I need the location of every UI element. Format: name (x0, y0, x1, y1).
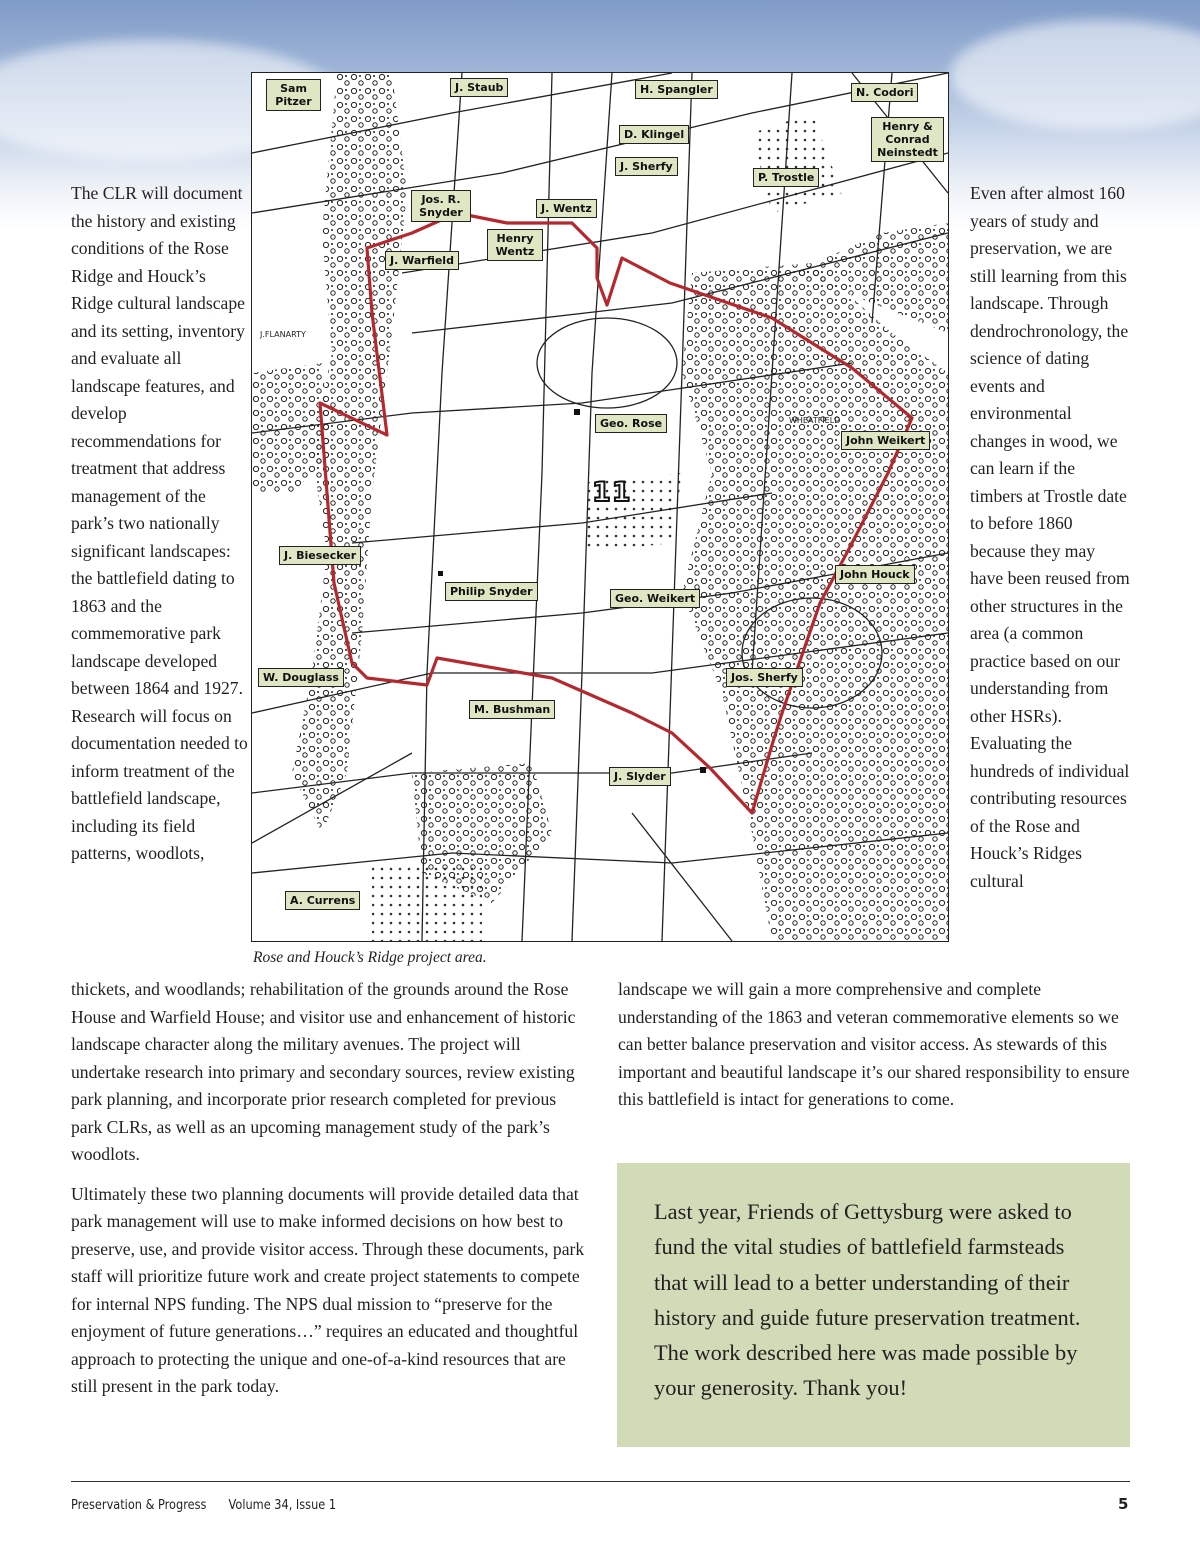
map-label: Sam Pitzer (266, 79, 321, 111)
article-left-narrow-column (71, 180, 251, 868)
map-label: D. Klingel (619, 125, 689, 144)
article-paragraph: landscape we will gain a more comprehensive and complete understanding of the 1863 and veteran commemorative elements so we can better balance preservation and visitor access. As stewards of this important and beautiful landscape it’s our shared responsibility to ensure this battlefield is intact for generations to come. (618, 979, 1130, 1109)
map-caption: Rose and Houck’s Ridge project area. (253, 949, 487, 966)
article-paragraph: Even after almost 160 years of study and preservation, we are still learning from this landscape. Through dendrochronology, the science of dating events and environmental changes in wood, we can learn if the timbers at Trostle date to before 1860 because they may have been reused from other structures in the area (a common practice based on our understanding from other HSRs). Evaluating the hundreds of individual contributing resources of the Rose and Houck’s Ridges cultural (970, 183, 1130, 891)
map-label: Jos. Sherfy (726, 668, 803, 687)
donor-callout-box (617, 1163, 1130, 1447)
map-label: M. Bushman (469, 700, 555, 719)
map-label: John Weikert (841, 431, 930, 450)
project-area-map (251, 72, 949, 942)
map-label: Jos. R. Snyder (411, 190, 471, 222)
map-label: J. Slyder (609, 767, 671, 786)
map-label: P. Trostle (753, 168, 819, 187)
map-small-text: J.FLANARTY (260, 330, 306, 339)
area-number: 11 (592, 477, 632, 508)
map-label: J. Warfield (385, 251, 459, 270)
map-label: Geo. Weikert (610, 589, 700, 608)
publication-title: Preservation & Progress (71, 1497, 207, 1513)
map-label: H. Spangler (635, 80, 718, 99)
map-label: J. Sherfy (615, 157, 678, 176)
map-label: J. Biesecker (279, 546, 361, 565)
map-label: A. Currens (285, 891, 360, 910)
footer-publication-info (71, 1497, 336, 1513)
map-label: W. Douglass (258, 668, 344, 687)
map-label: Henry & Conrad Neinstedt (871, 117, 944, 162)
article-right-narrow-column (970, 180, 1130, 895)
article-paragraph: The CLR will document the history and existing conditions of the Rose Ridge and Houck’s Ridge cultural landscape and its setting, inventory and evaluate all landscape features, and develop recommendations for treatment that address management of the park’s two nationally significant landscapes: the battlefield dating to 1863 and the commemorative park landscape developed between 1864 and 1927. Research will focus on documentation needed to inform treatment of the battlefield landscape, including its field patterns, woodlots, (71, 183, 248, 863)
map-label: Henry Wentz (487, 229, 543, 261)
issue-info: Volume 34, Issue 1 (228, 1497, 337, 1513)
article-paragraph: thickets, and woodlands; rehabilitation of the grounds around the Rose House and Warfield House; and visitor use and enhancement of historic landscape character along the military avenues. The project will undertake research into primary and secondary sources, review existing park planning, and incorporate prior research completed for previous park CLRs, as well as an upcoming management study of the park’s woodlots. (71, 979, 576, 1164)
map-label: Geo. Rose (595, 414, 667, 433)
footer-divider (71, 1481, 1130, 1482)
article-right-wide-column (618, 976, 1130, 1114)
callout-text: Last year, Friends of Gettysburg were asked to fund the vital studies of battlefield farmsteads that will lead to a better understanding of their history and guide future preservation treatment. The work described here was made possible by your generosity. Thank you! (654, 1199, 1081, 1401)
map-label: J. Staub (450, 78, 508, 97)
article-paragraph: Ultimately these two planning documents will provide detailed data that park management will use to make informed decisions on how best to preserve, use, and provide visitor access. Through these documents, park staff will prioritize future work and create project statements to compete for internal NPS funding. The NPS dual mission to “preserve for the enjoyment of future generations…” requires an educated and thoughtful approach to protecting the unique and one-of-a-kind resources that are still present in the park today. (71, 1183, 585, 1396)
map-label: N. Codori (851, 83, 918, 102)
map-label: Philip Snyder (445, 582, 538, 601)
map-label: John Houck (835, 565, 915, 584)
article-left-wide-column (71, 976, 591, 1401)
page-number: 5 (1118, 1495, 1129, 1513)
map-label: J. Wentz (536, 199, 597, 218)
map-small-text: WHEATFIELD (789, 416, 841, 425)
